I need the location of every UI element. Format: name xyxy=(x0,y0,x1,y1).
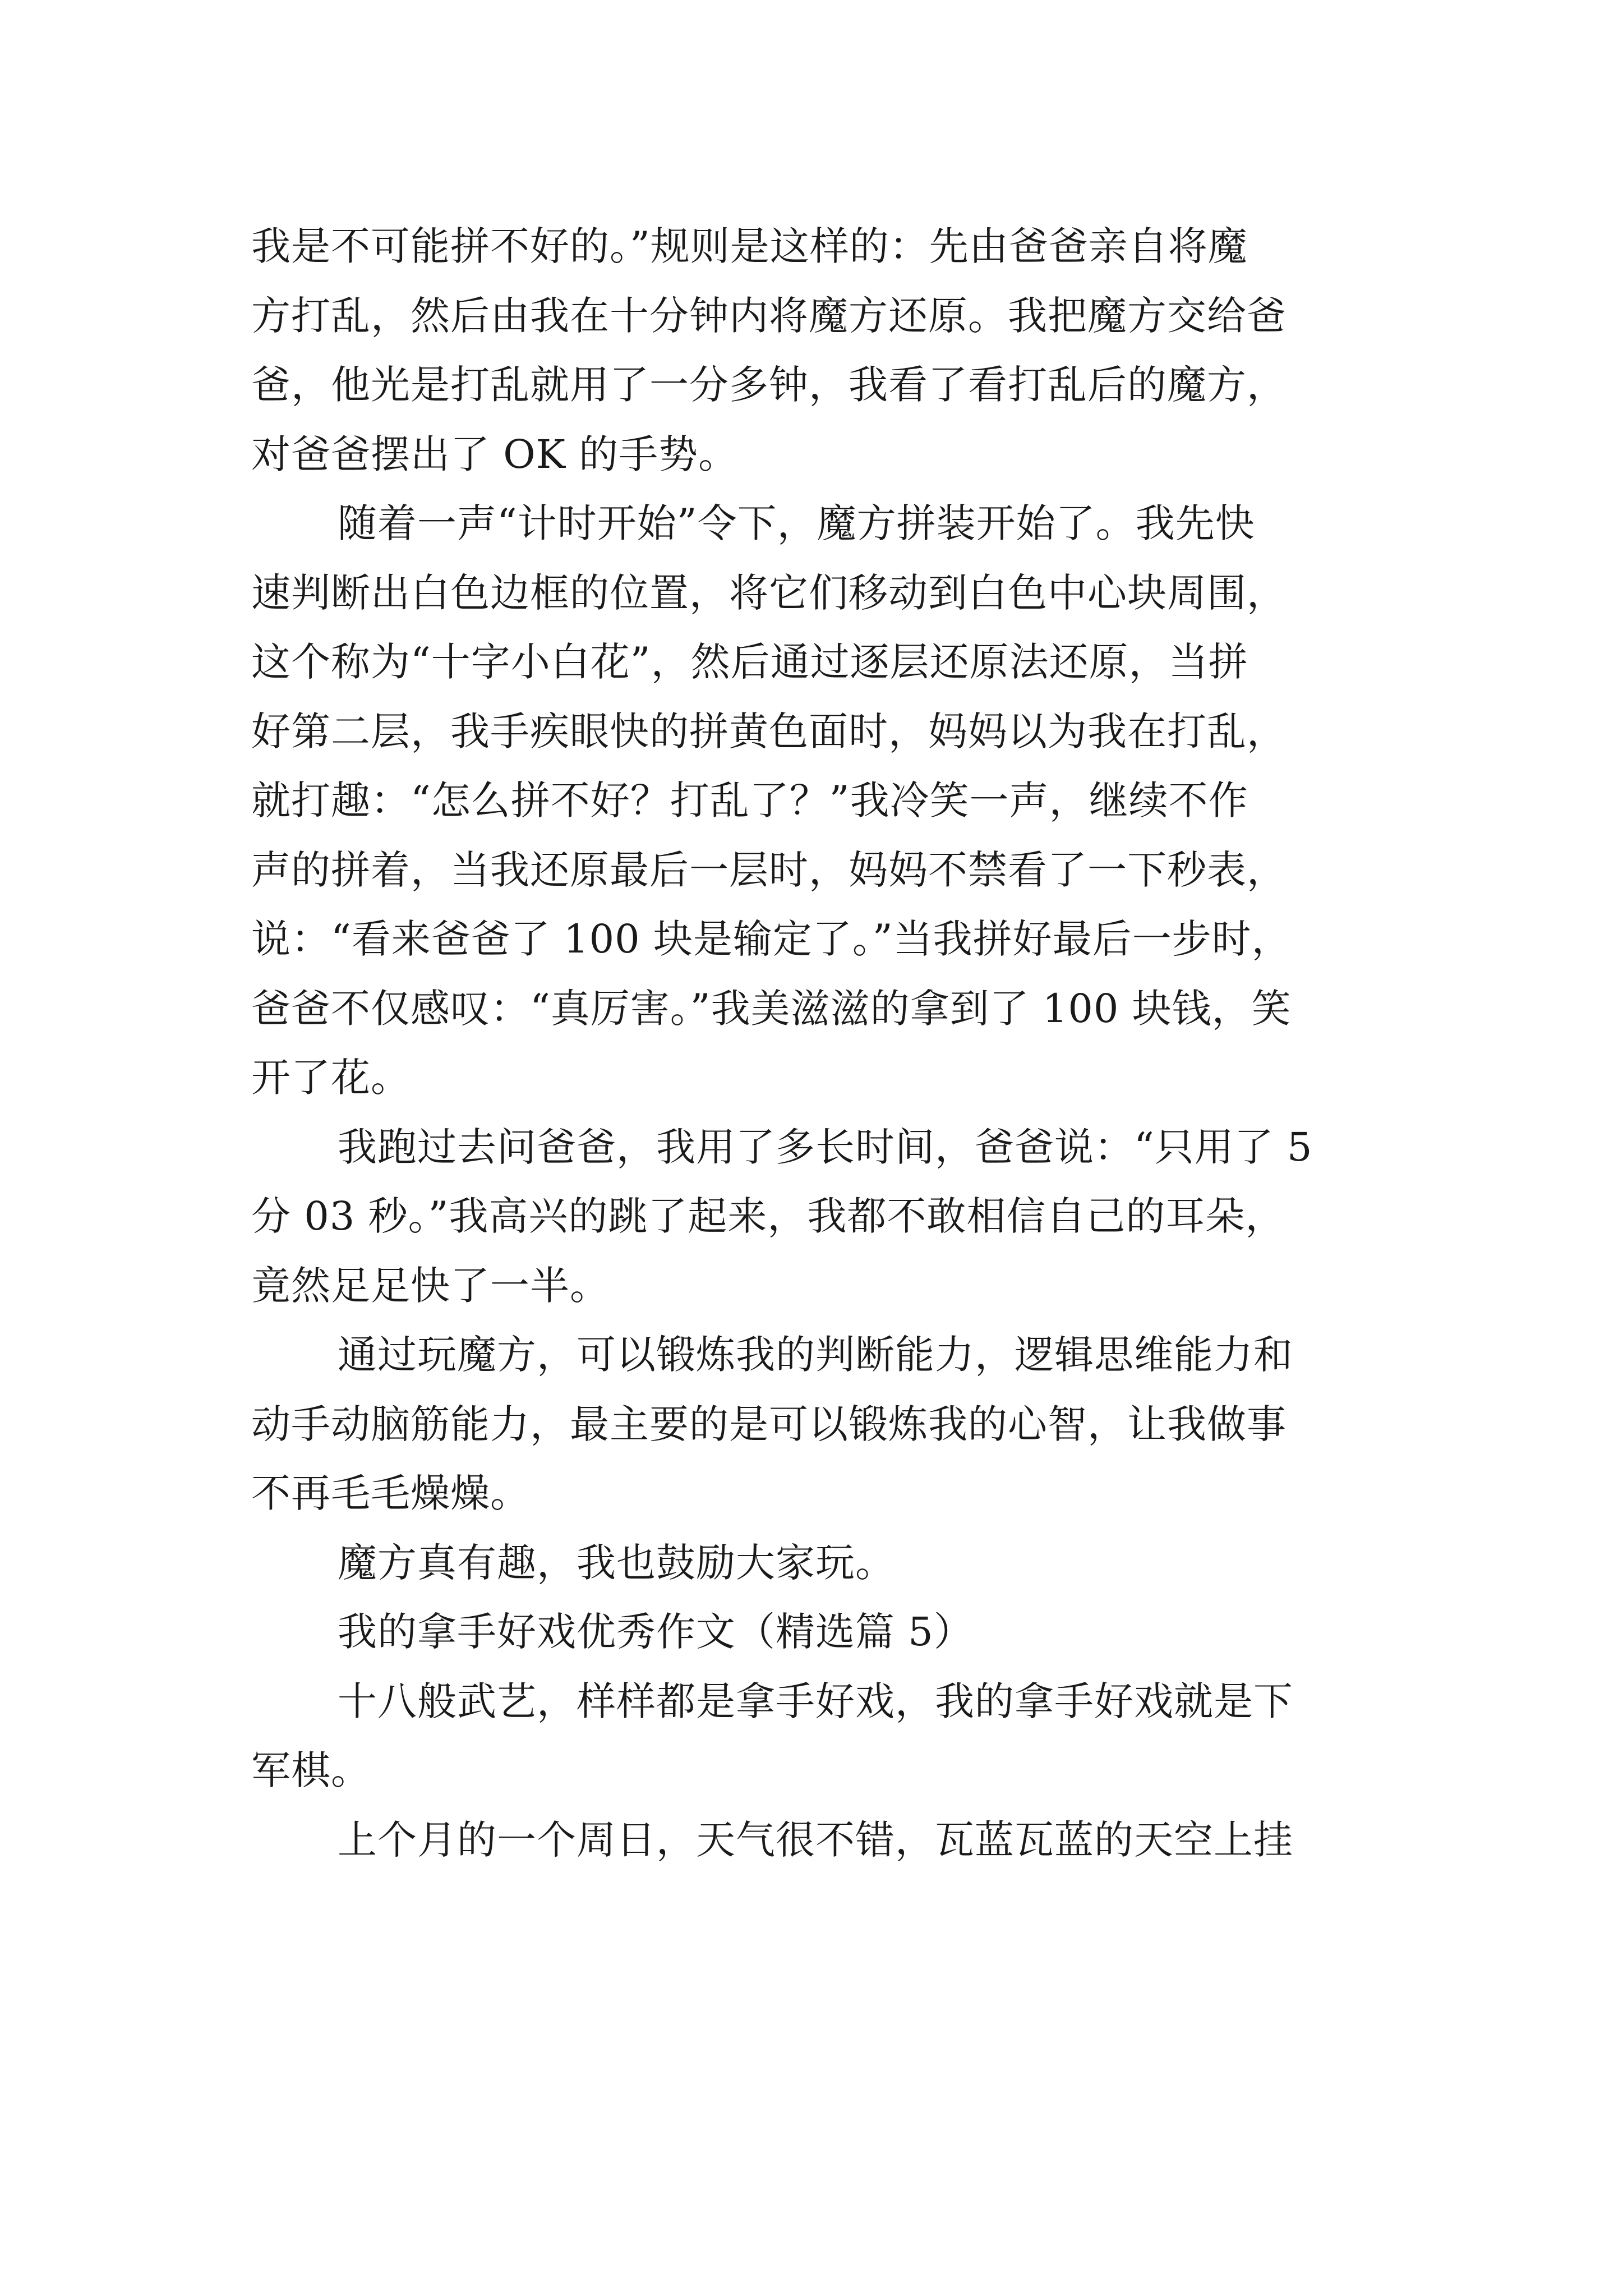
text-line: 开了花。 xyxy=(251,1055,411,1101)
text-line: 速判断出白色边框的位置，将它们移动到白色中心块周围， xyxy=(251,569,1287,616)
document-body xyxy=(251,212,1390,1875)
text-line: 好第二层，我手疾眼快的拼黄色面时，妈妈以为我在打乱， xyxy=(251,708,1287,754)
text-line: 随着一声“计时开始”令下，魔方拼装开始了。我先快 xyxy=(338,500,1255,546)
text-line: 我的拿手好戏优秀作文（精选篇 5） xyxy=(338,1609,974,1655)
text-line: 方打乱，然后由我在十分钟内将魔方还原。我把魔方交给爸 xyxy=(251,292,1287,339)
text-line: 这个称为“十字小白花”，然后通过逐层还原法还原，当拼 xyxy=(251,639,1248,685)
text-line: 爸，他光是打乱就用了一分多钟，我看了看打乱后的魔方， xyxy=(251,362,1287,408)
text-line: 魔方真有趣，我也鼓励大家玩。 xyxy=(338,1539,895,1586)
text-line: 声的拼着，当我还原最后一层时，妈妈不禁看了一下秒表， xyxy=(251,846,1287,893)
text-line: 军棋。 xyxy=(251,1747,371,1793)
text-line: 对爸爸摆出了 OK 的手势。 xyxy=(251,431,739,477)
text-line: 我是不可能拼不好的。”规则是这样的：先由爸爸亲自将魔 xyxy=(251,223,1248,269)
text-line: 通过玩魔方，可以锻炼我的判断能力，逻辑思维能力和 xyxy=(338,1332,1293,1378)
text-line: 分 03 秒。”我高兴的跳了起来，我都不敢相信自己的耳朵， xyxy=(251,1193,1285,1239)
text-line: 动手动脑筋能力，最主要的是可以锻炼我的心智，让我做事 xyxy=(251,1401,1287,1447)
text-line: 上个月的一个周日，天气很不错，瓦蓝瓦蓝的天空上挂 xyxy=(338,1816,1293,1863)
text-line: 我跑过去问爸爸，我用了多长时间，爸爸说：“只用了 5 xyxy=(338,1124,1313,1170)
text-line: 十八般武艺，样样都是拿手好戏，我的拿手好戏就是下 xyxy=(338,1678,1293,1724)
text-line: 爸爸不仅感叹：“真厉害。”我美滋滋的拿到了 100 块钱，笑 xyxy=(251,985,1292,1032)
text-line: 竟然足足快了一半。 xyxy=(251,1262,610,1309)
text-line: 说：“看来爸爸了 100 块是输定了。”当我拼好最后一步时， xyxy=(251,916,1292,962)
text-line: 就打趣：“怎么拼不好？打乱了？”我冷笑一声，继续不作 xyxy=(251,777,1248,823)
text-line: 不再毛毛燥燥。 xyxy=(251,1470,530,1516)
